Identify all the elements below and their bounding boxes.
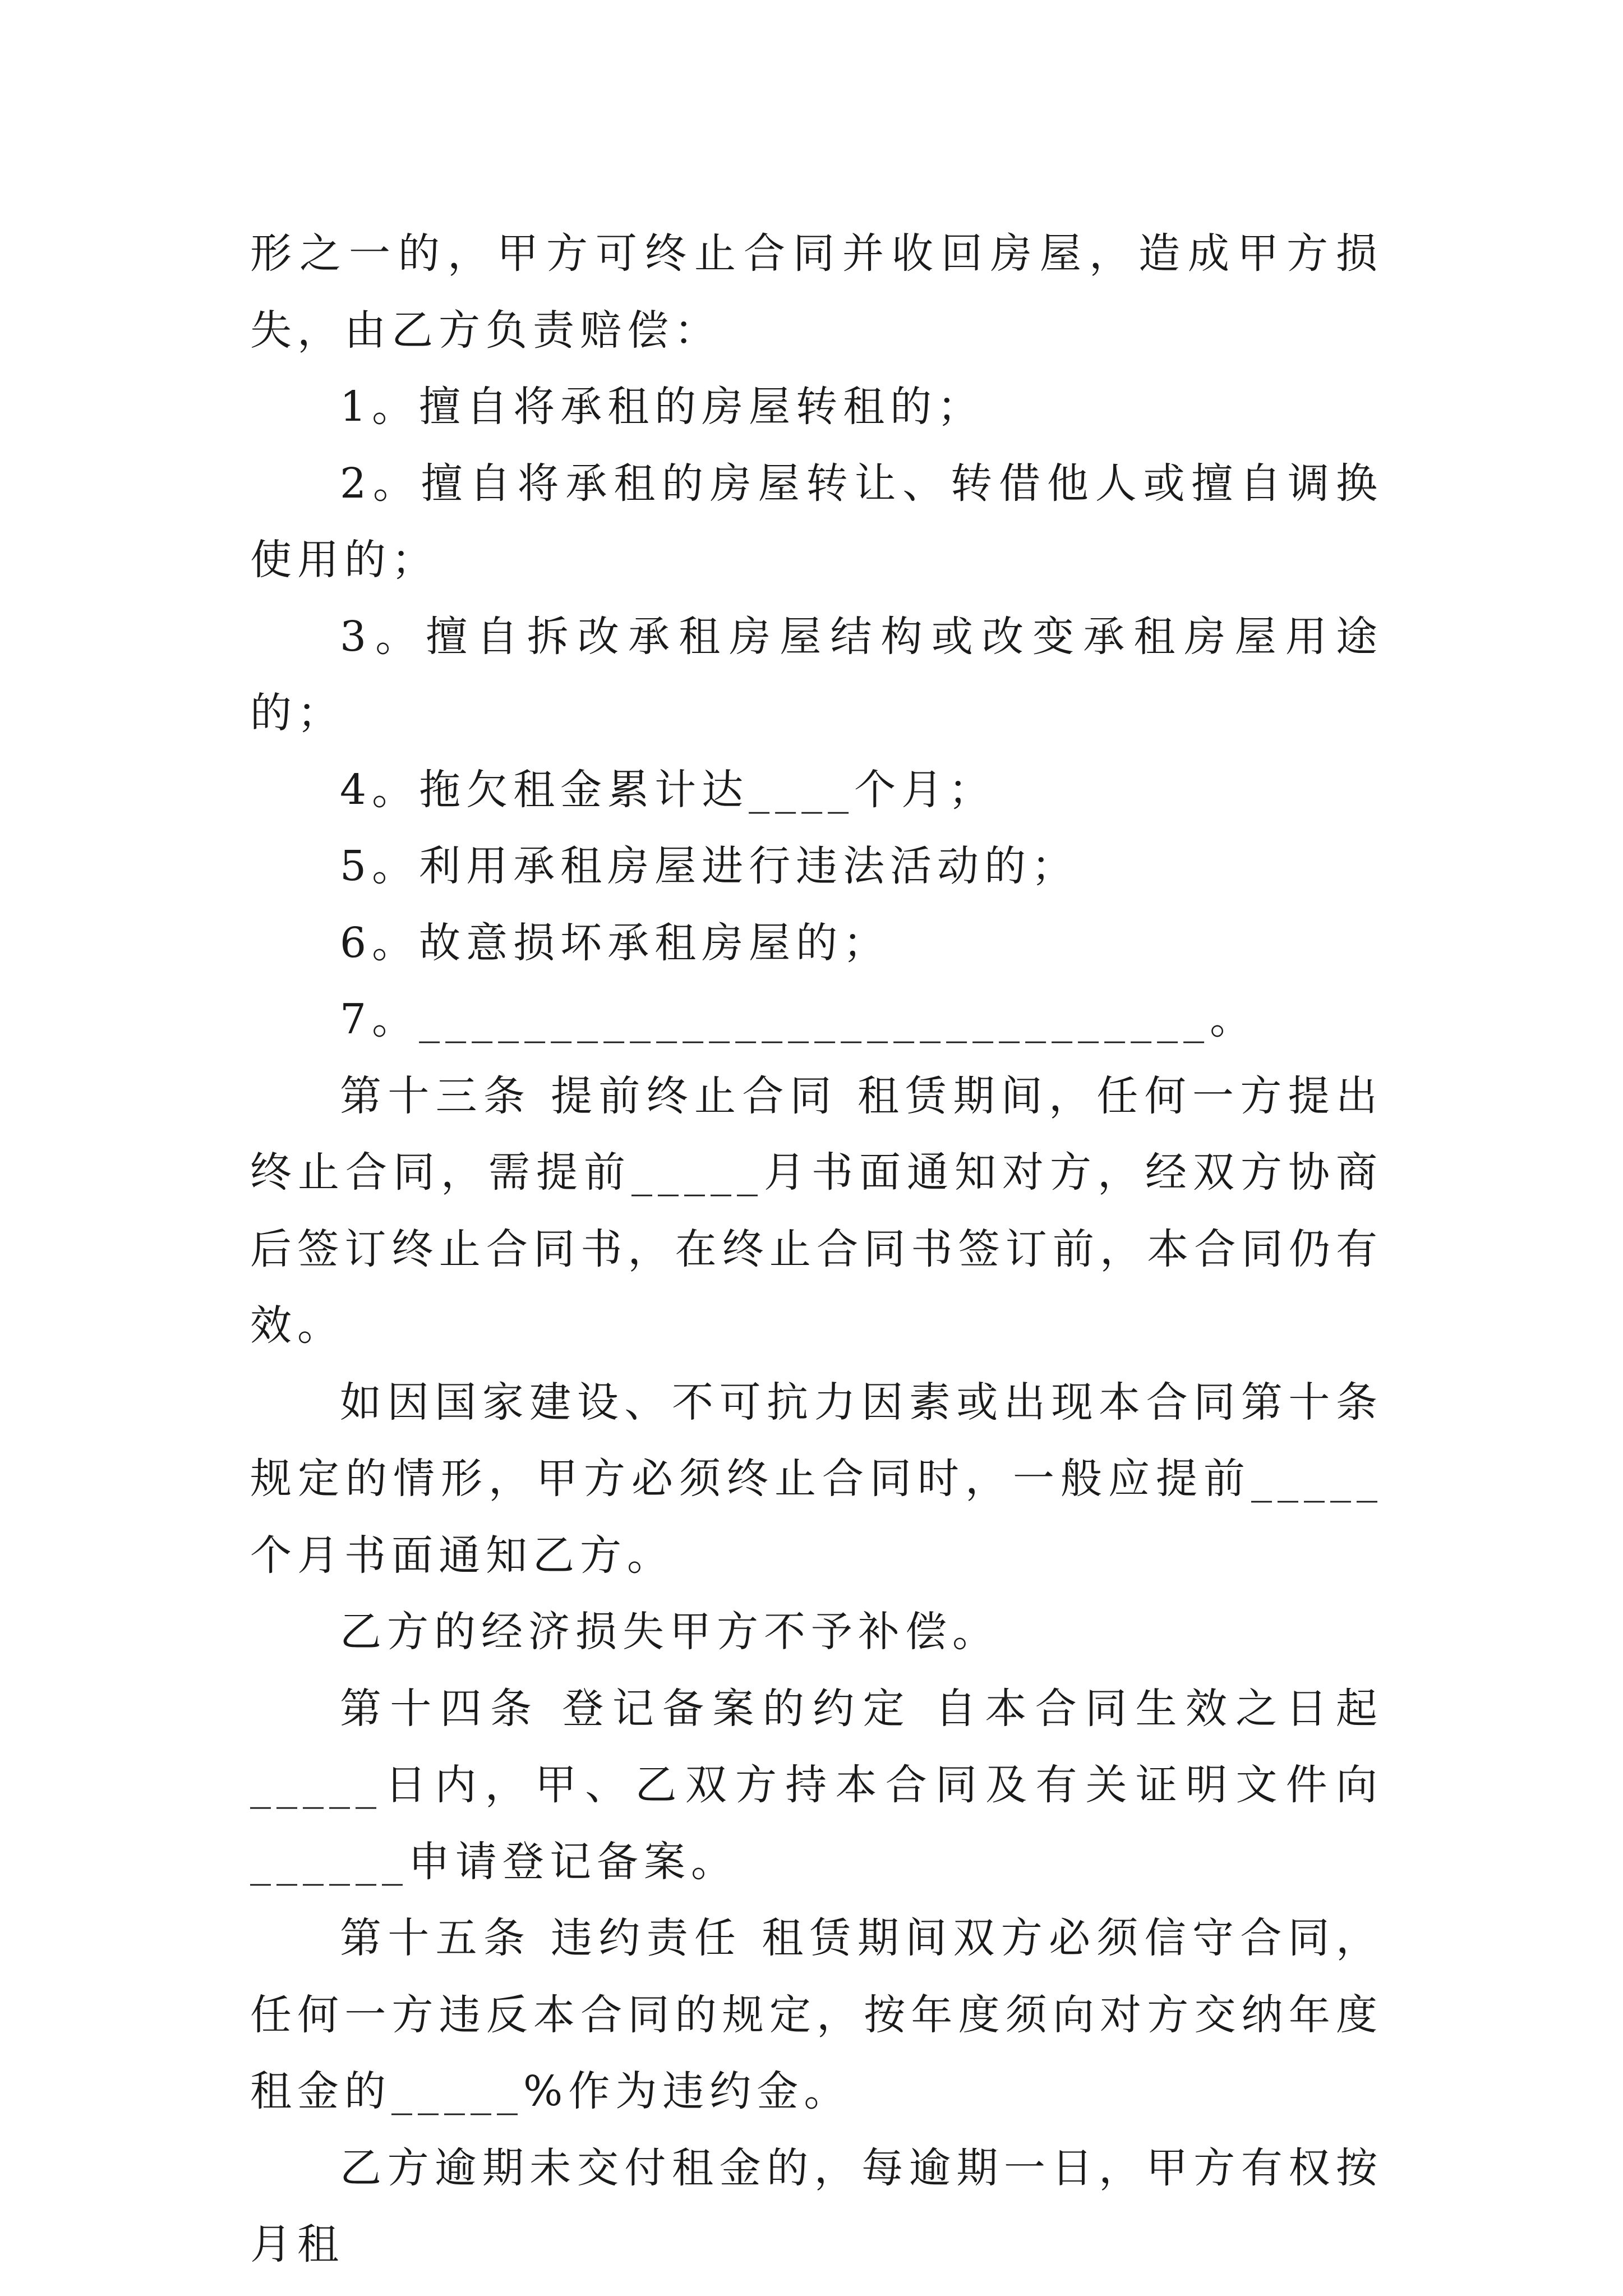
list-item-7: 7。______________________________。 <box>340 995 1257 1043</box>
list-item-5: 5。利用承租房屋进行违法活动的； <box>340 842 1079 890</box>
article-13-compensation-paragraph: 乙方的经济损失甲方不予补偿。 <box>340 1608 999 1656</box>
article-15-paragraph: 第十五条 违约责任 租赁期间双方必须信守合同，任何一方违反本合同的规定，按年度须向对方交纳年度租金的_____%作为违约金。 <box>250 1914 1383 2115</box>
list-item-1: 1。擅自将承租的房屋转租的； <box>340 383 985 431</box>
article-13-national-construction-paragraph: 如因国家建设、不可抗力因素或出现本合同第十条规定的情形，甲方必须终止合同时，一般应提前_____个月书面通知乙方。 <box>250 1378 1383 1580</box>
contract-body <box>250 215 1383 2283</box>
list-item-2: 2。擅自将承租的房屋转让、转借他人或擅自调换使用的； <box>250 459 1383 584</box>
article-13-paragraph: 第十三条 提前终止合同 租赁期间，任何一方提出终止合同，需提前_____月书面通知对方，经双方协商后签订终止合同书，在终止合同书签订前，本合同仍有效。 <box>250 1071 1383 1350</box>
list-item-4: 4。拖欠租金累计达____个月； <box>340 765 996 814</box>
late-rent-paragraph: 乙方逾期未交付租金的，每逾期一日，甲方有权按月租 <box>250 2143 1383 2269</box>
paragraph-continuation: 形之一的，甲方可终止合同并收回房屋，造成甲方损失，由乙方负责赔偿： <box>250 229 1383 355</box>
article-14-paragraph: 第十四条 登记备案的约定 自本合同生效之日起_____日内，甲、乙双方持本合同及有关证明文件向______申请登记备案。 <box>250 1684 1383 1886</box>
list-item-6: 6。故意损坏承租房屋的； <box>340 918 891 967</box>
list-item-3: 3。擅自拆改承租房屋结构或改变承租房屋用途的； <box>250 612 1383 737</box>
